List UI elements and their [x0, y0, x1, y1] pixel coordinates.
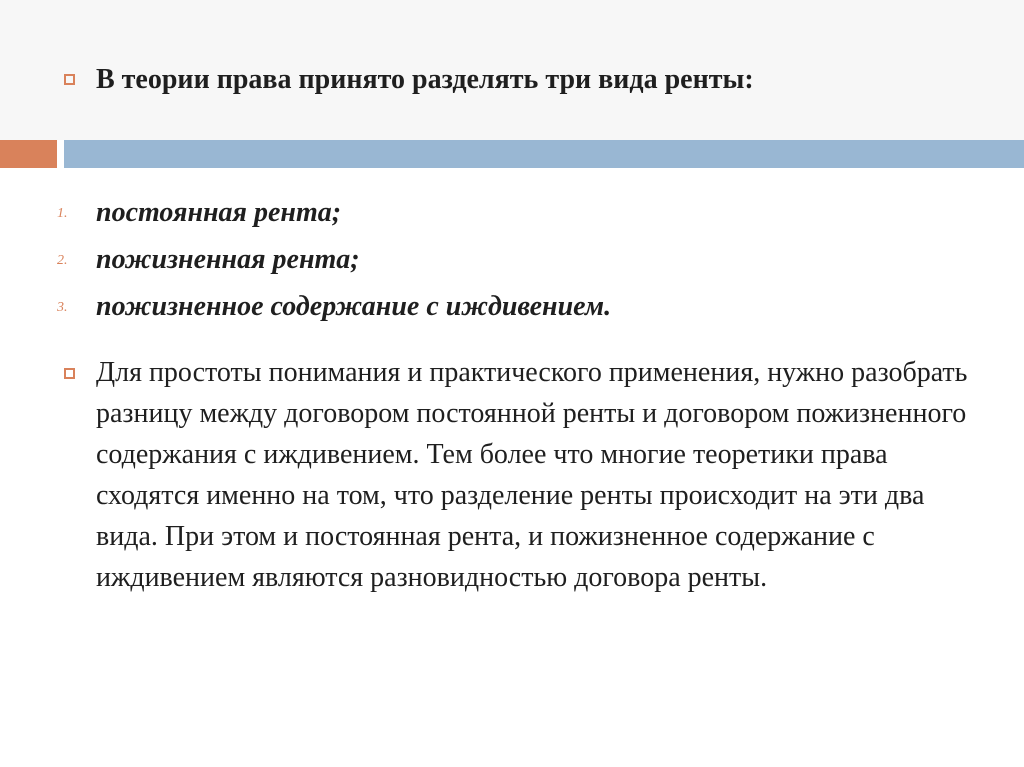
list-item [0, 242, 1000, 282]
slide-title: В теории права принято разделять три вида ренты: [96, 64, 754, 95]
list-item-text: пожизненная рента; [96, 244, 360, 275]
explanation-paragraph: Для простоты понимания и практического применения, нужно разобрать разницу между договором постоянной ренты и договором пожизненного содержания с иждивением. Тем более что многие теоретики права сходятся именно на том, что разделение ренты происходит на эти два вида. При этом и постоянная рента, и пожизненное содержание с иждивением являются разновидностью договора ренты. [96, 357, 968, 593]
list-item [0, 195, 1000, 235]
list-number: 2. [57, 253, 68, 268]
square-outline-bullet-icon [64, 74, 75, 85]
header-divider-bar [64, 140, 1024, 168]
square-outline-bullet-icon [64, 368, 75, 379]
list-item-text: пожизненное содержание с иждивением. [96, 291, 612, 322]
list-number: 3. [57, 300, 68, 315]
list-item [0, 289, 1000, 329]
list-item-text: постоянная рента; [96, 197, 342, 228]
list-number: 1. [57, 206, 68, 221]
header-accent-bar [0, 140, 57, 168]
